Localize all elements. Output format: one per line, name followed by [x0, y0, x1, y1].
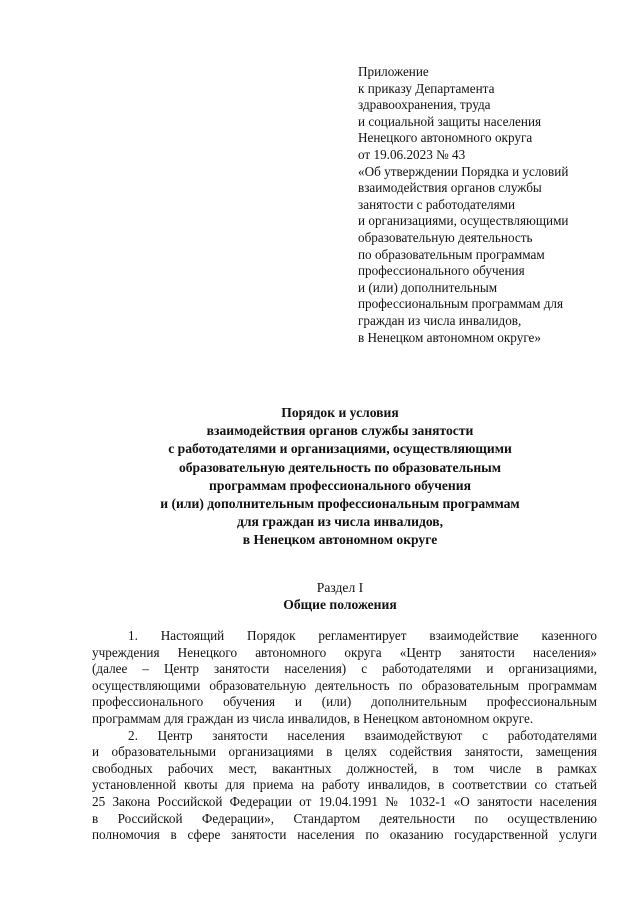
paragraph-line: 1. Настоящий Порядок регламентирует взаимодействие казенного	[128, 628, 597, 643]
appendix-line: граждан из числа инвалидов,	[358, 312, 522, 328]
appendix-line: от 19.06.2023 № 43	[358, 146, 466, 162]
paragraph-line: программам для граждан из числа инвалидов, в Ненецком автономном округе.	[92, 710, 534, 726]
title-line: для граждан из числа инвалидов,	[236, 514, 444, 530]
title-line: взаимодействия органов службы занятости	[206, 423, 474, 439]
title-line: образовательную деятельность по образовательным	[178, 459, 502, 475]
paragraph-line: в Российской Федерации», Стандартом деятельности по осуществлению	[92, 810, 597, 826]
appendix-line: Ненецкого автономного округа	[358, 130, 533, 146]
appendix-block	[358, 64, 618, 346]
appendix-line: образовательную деятельность	[358, 229, 533, 245]
section-number: Раздел I	[316, 580, 364, 595]
paragraph-line: (далее – Центр занятости населения) с работодателями и организациями,	[92, 661, 597, 677]
section-heading: Общие положения	[283, 597, 397, 612]
appendix-line: здравоохранения, труда	[358, 97, 491, 113]
appendix-line: и организациями, осуществляющими	[358, 213, 569, 229]
title-line: программам профессионального обучения	[209, 477, 471, 493]
appendix-line: Приложение	[358, 64, 429, 79]
appendix-line: и социальной защиты населения	[358, 113, 542, 129]
title-line: в Ненецком автономном округе	[242, 532, 438, 548]
paragraph-line: полномочия в сфере занятости населения по оказанию государственной услуги	[92, 827, 597, 843]
title-line: и (или) дополнительным профессиональным программам	[160, 496, 520, 512]
paragraph-line: установленной квоты для приема на работу инвалидов, в соответствии со статьей	[92, 777, 597, 793]
appendix-line: занятости с работодателями	[358, 196, 516, 212]
paragraph-line: осуществляющими образовательную деятельность по образовательным программам	[92, 677, 597, 693]
paragraph-line: учреждения Ненецкого автономного округа «Центр занятости населения»	[92, 644, 597, 660]
appendix-line: и (или) дополнительным	[358, 279, 498, 295]
appendix-line: профессиональным программам для	[358, 296, 564, 312]
appendix-line: «Об утверждении Порядка и условий	[358, 163, 569, 179]
title-line: Порядок и условия	[281, 405, 399, 420]
paragraph-line: свободных рабочих мест, вакантных должностей, в том числе в рамках	[92, 760, 597, 776]
title-line: с работодателями и организациями, осуществляющими	[168, 441, 512, 457]
document-body	[92, 628, 597, 844]
appendix-line: профессионального обучения	[358, 263, 525, 279]
document-title	[60, 404, 620, 550]
appendix-line: по образовательным программам	[358, 246, 545, 262]
appendix-line: к приказу Департамента	[358, 80, 495, 96]
appendix-line: в Ненецком автономном округе»	[358, 329, 542, 345]
appendix-line: взаимодействия органов службы	[358, 180, 542, 196]
paragraph-line: и образовательными организациями в целях содействия занятости, замещения	[92, 744, 597, 760]
paragraph-line: профессионального обучения и (или) дополнительным профессиональным	[92, 694, 597, 710]
paragraph-line: 25 Закона Российской Федерации от 19.04.1991 № 1032-1 «О занятости населения	[92, 793, 597, 809]
paragraph-line: 2. Центр занятости населения взаимодействуют с работодателями	[128, 727, 597, 743]
paragraph-1	[92, 628, 597, 728]
paragraph-2	[92, 728, 597, 844]
